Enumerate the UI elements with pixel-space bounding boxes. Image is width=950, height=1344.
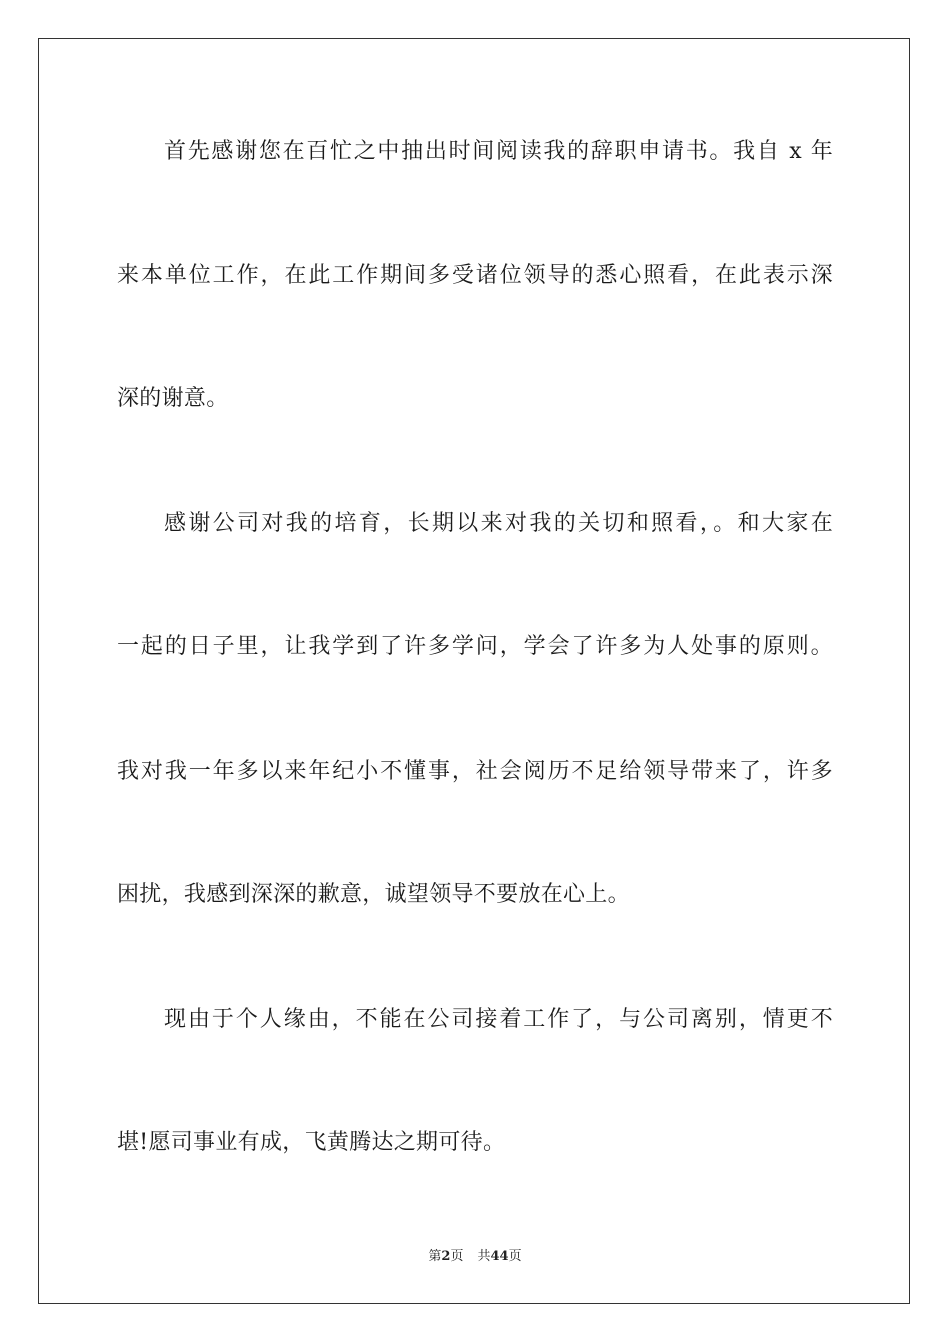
page-footer [0,1248,950,1266]
paragraph-3-line-1: 现由于个人缘由，不能在公司接着工作了，与公司离别，情更不 [164,1007,833,1032]
total-suffix: 页 [508,1249,522,1264]
page-suffix: 页 [450,1249,464,1264]
total-prefix: 共 [477,1249,491,1264]
page-prefix: 第 [428,1249,442,1264]
paragraph-1-line-3: 深的谢意。 [117,386,229,411]
paragraph-2-line-4: 困扰，我感到深深的歉意，诚望领导不要放在心上。 [117,882,630,907]
paragraph-2-line-2: 一起的日子里，让我学到了许多学问，学会了许多为人处事的原则。 [117,634,833,659]
paragraph-2-line-1: 感谢公司对我的培育，长期以来对我的关切和照看，。和大家在 [164,511,833,536]
paragraph-1-line-1: 首先感谢您在百忙之中抽出时间阅读我的辞职申请书。我自 x 年 [164,139,833,164]
total-pages: 44 [490,1249,509,1264]
page-number: 2 [441,1249,451,1264]
paragraph-1-line-2: 来本单位工作，在此工作期间多受诸位领导的悉心照看，在此表示深 [117,263,833,288]
paragraph-2-line-3: 我对我一年多以来年纪小不懂事，社会阅历不足给领导带来了，许多 [117,759,833,784]
page-frame [38,38,910,1304]
paragraph-3-line-2: 堪!愿司事业有成，飞黄腾达之期可待。 [117,1130,506,1155]
